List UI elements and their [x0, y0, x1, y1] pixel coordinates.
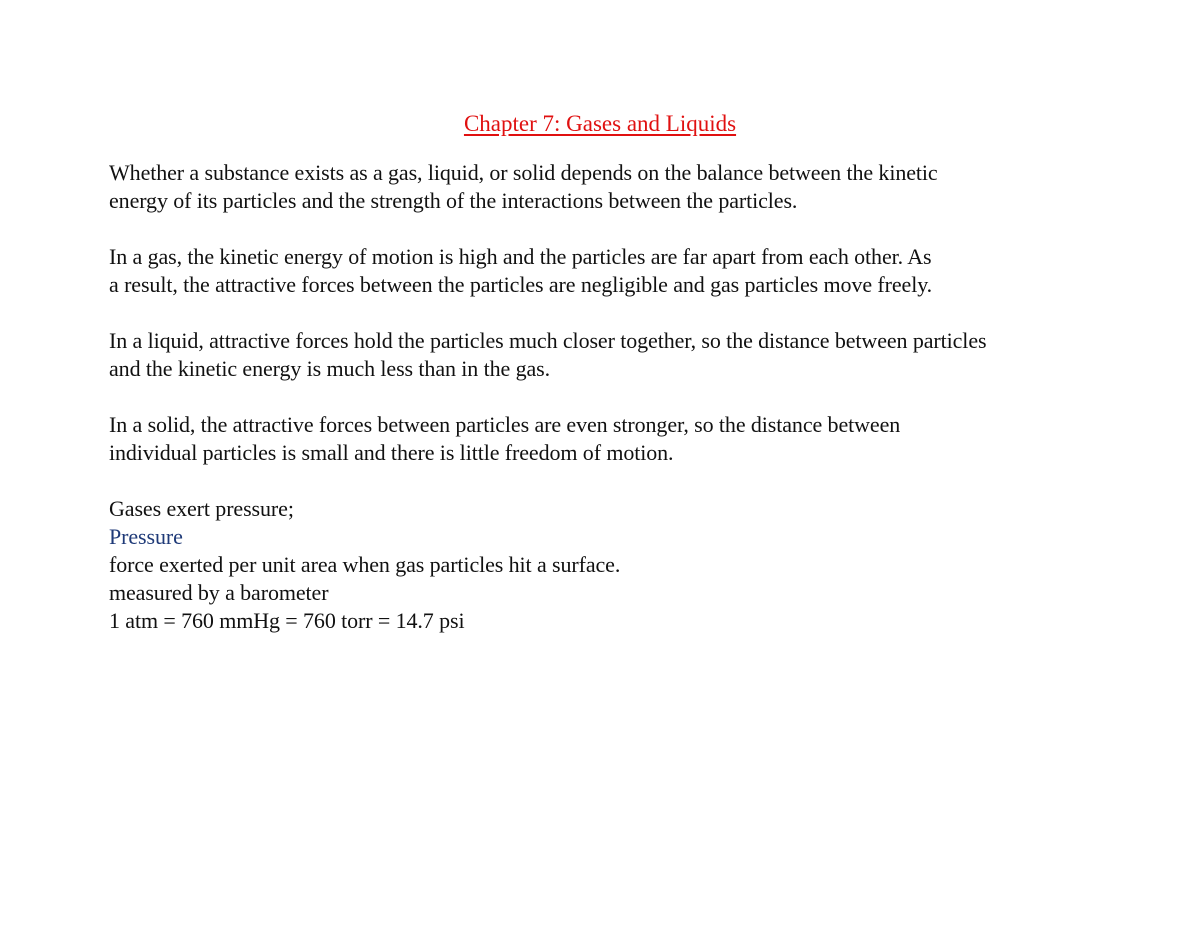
pressure-measurement: measured by a barometer [109, 580, 329, 605]
pressure-intro: Gases exert pressure; [109, 496, 294, 521]
text-line: and the kinetic energy is much less than in the gas. [109, 356, 551, 381]
pressure-definition: force exerted per unit area when gas particles hit a surface. [109, 552, 621, 577]
paragraph-liquid [109, 327, 1109, 383]
text-line: individual particles is small and there is little freedom of motion. [109, 440, 674, 465]
text-line: In a solid, the attractive forces between particles are even stronger, so the distance between [109, 412, 901, 437]
document-body [109, 159, 1109, 663]
text-line: energy of its particles and the strength of the interactions between the particles. [109, 188, 798, 213]
text-line: a result, the attractive forces between the particles are negligible and gas particles move freely. [109, 272, 933, 297]
text-line: Whether a substance exists as a gas, liquid, or solid depends on the balance between the kinetic [109, 160, 938, 185]
pressure-section [109, 495, 1109, 635]
paragraph-phase-balance [109, 159, 1109, 215]
page-title: Chapter 7: Gases and Liquids [463, 111, 737, 136]
text-line: In a gas, the kinetic energy of motion is high and the particles are far apart from each other. As [109, 244, 932, 269]
pressure-term: Pressure [109, 524, 183, 549]
paragraph-gas [109, 243, 1109, 299]
pressure-equivalence: 1 atm = 760 mmHg = 760 torr = 14.7 psi [109, 608, 465, 633]
text-line: In a liquid, attractive forces hold the particles much closer together, so the distance between particles [109, 328, 987, 353]
paragraph-solid [109, 411, 1109, 467]
